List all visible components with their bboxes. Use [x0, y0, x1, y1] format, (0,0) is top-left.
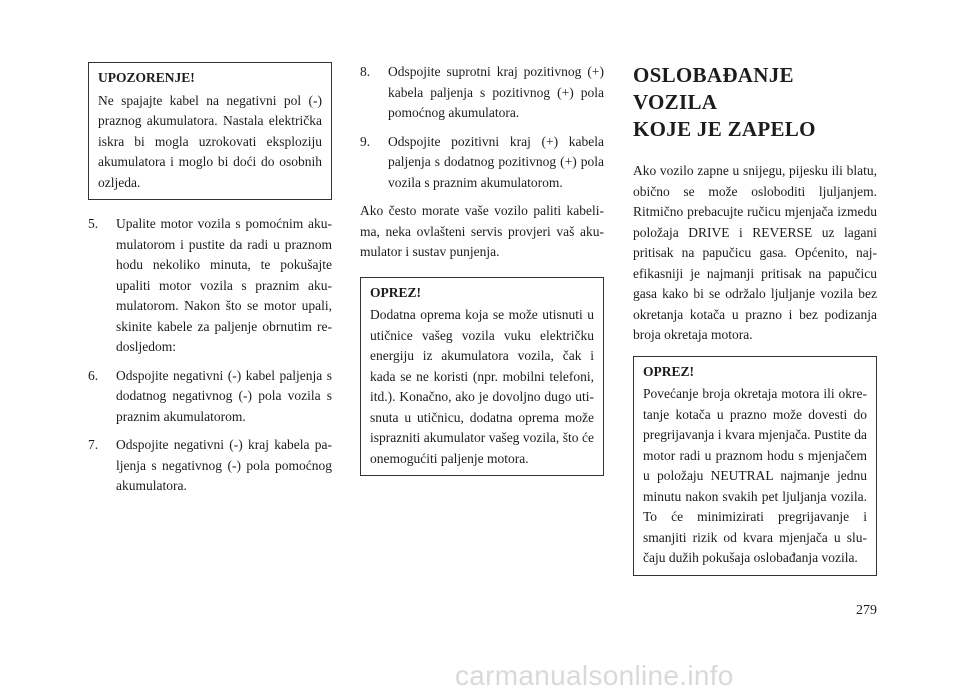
- section-title: [633, 62, 877, 143]
- warning-box: [88, 62, 332, 200]
- step-text: Odspojite negativni (-) kabel paljenja s dodatnog negativnog (-) pola vozila s praznim akumulatorom.: [116, 367, 332, 424]
- page-number: 279: [856, 603, 877, 618]
- step-text: Odspojite negativni (-) kraj kabela paljenja s negativnog (-) pola pomoćnog akumulatora.: [116, 437, 332, 493]
- watermark: carmanualsonline.info: [455, 660, 734, 691]
- section-title-line-1: OSLOBAĐANJE VOZILA: [633, 63, 794, 114]
- step-number: 5.: [88, 216, 99, 231]
- step-9: [360, 132, 604, 194]
- step-5: [88, 214, 332, 358]
- step-number: 6.: [88, 367, 99, 383]
- caution-box: [360, 277, 604, 477]
- steps-list-1: [88, 214, 332, 497]
- section-title-line-2: KOJE JE ZAPELO: [633, 117, 816, 141]
- step-8: [360, 62, 604, 124]
- column-2: [360, 62, 604, 476]
- step-number: 9.: [360, 133, 371, 149]
- step-text: Upalite motor vozila s pomoćnim akumulatorom i pustite da radi u praznom hodu nekoliko minuta, te pokušajte upaliti motor vozila s praznim akumulatorom. Nakon što se motor upali, skinite kabele za paljenje obrnutim redosljedom:: [116, 216, 332, 354]
- warning-heading: UPOZORENJE!: [98, 70, 195, 85]
- step-6: [88, 366, 332, 428]
- caution-heading: OPREZ!: [643, 363, 695, 379]
- rocking-paragraph: Ako vozilo zapne u snijegu, pijesku ili blatu, obično se može osloboditi ljuljanjem. Ritmično prebacujte ručicu mjenjača izmedu položaja DRIVE i REVERSE uz lagani pritisak na papučicu gasa. Općenito, najefikasniji je najmanji pritisak na papučicu gasa kako bi se održalo ljuljanje vozila bez okretanja kotača u prazno i bez podizanja broja okretaja motora.: [633, 163, 877, 342]
- step-7: [88, 435, 332, 497]
- caution-text: Povećanje broja okretaja motora ili okretanje kotača u prazno može dovesti do pregrijavanja i kvara mjenjača. Pustite da motor radi u praznom hodu s mjenjačem u položaju NEUTRAL najmanje jednu minutu nakon svakih pet ljuljanja vozila. To će minimizirati pregrijavanje i smanjiti rizik od kvara mjenjača u slučaju dužih pokušaja oslobađanja vozila.: [643, 386, 867, 565]
- step-number: 8.: [360, 64, 371, 79]
- caution-heading: OPREZ!: [370, 284, 422, 300]
- step-text: Odspojite suprotni kraj pozitivnog (+) kabela paljenja s pozitivnog (+) pola pomoćnog akumulatora.: [388, 64, 604, 120]
- column-3: [633, 62, 877, 576]
- battery-check-paragraph: Ako često morate vaše vozilo paliti kabelima, neka ovlašteni servis provjeri vaš akumulator i sustav punjenja.: [360, 203, 604, 259]
- caution-text: Dodatna oprema koja se može utisnuti u utičnice vašeg vozila vuku električku energiju iz akumulatora vozila, čak i kada se ne koristi (npr. mobilni telefoni, itd.). Konačno, ako je dovoljno dugo utisnuta u utičnicu, dodatna oprema može isprazniti akumulator vašeg vozila, što će onemogućiti paljenje motora.: [370, 307, 594, 466]
- column-1: [88, 62, 332, 505]
- warning-text: Ne spajajte kabel na negativni pol (-) praznog akumulatora. Nastala električka iskra bi mogla uzrokovati eksploziju akumulatora i moglo bi doći do osobnih ozljeda.: [98, 92, 322, 190]
- step-number: 7.: [88, 437, 99, 452]
- caution-box: [633, 356, 877, 576]
- step-text: Odspojite pozitivni kraj (+) kabela paljenja s dodatnog pozitivnog (+) pola vozila s praznim akumulatorom.: [388, 133, 604, 190]
